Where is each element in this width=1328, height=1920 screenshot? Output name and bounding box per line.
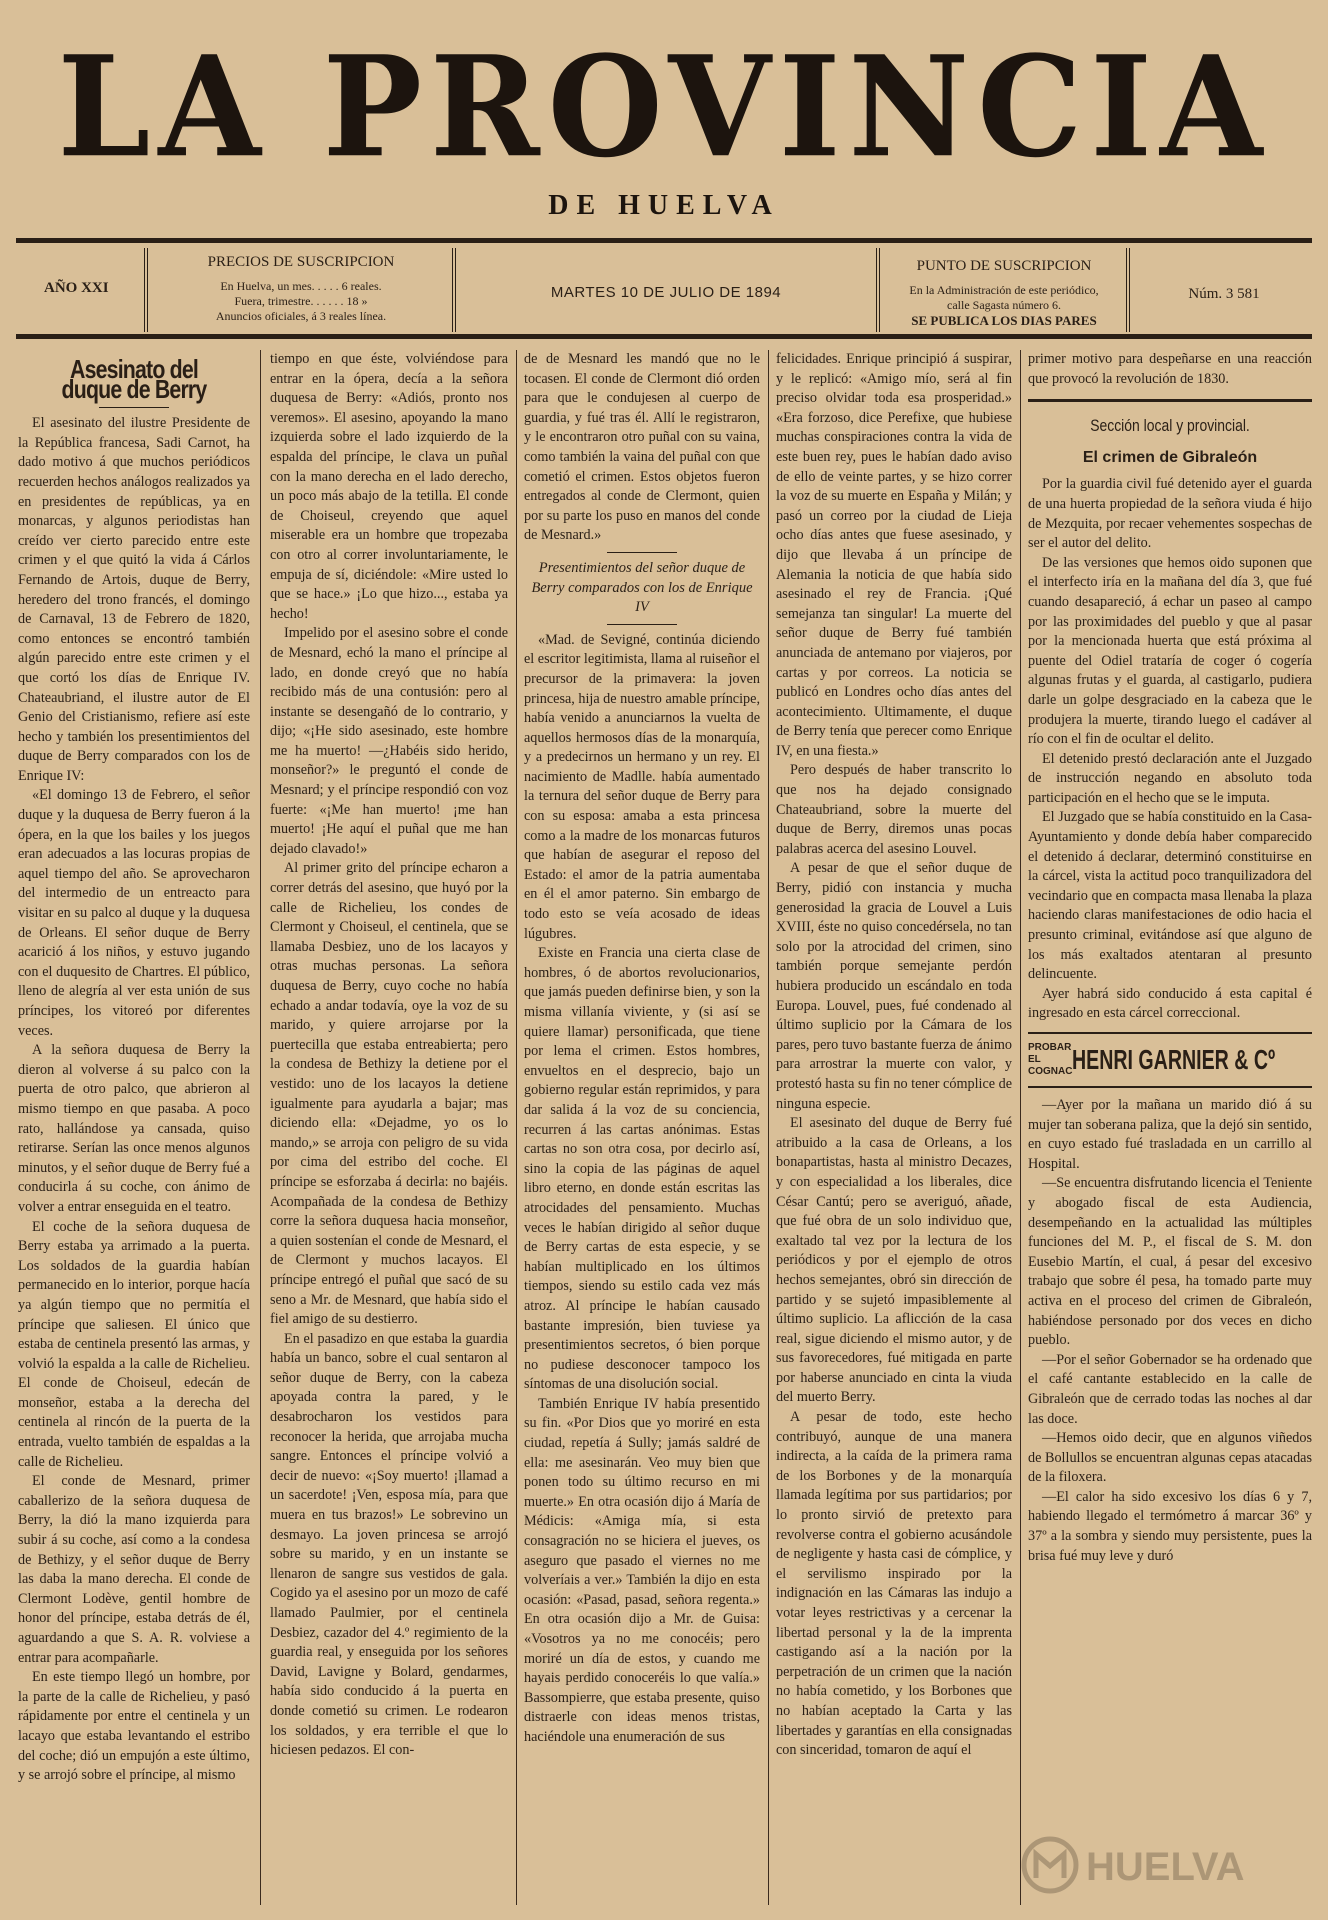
paragraph: Al primer grito del príncipe echaron a correr detrás del asesino, que huyó por la calle de Richelieu, los condes de Clermont y Choiseul, el centinela, que se llamaba Desbiez, uno de los lacayos y otras muchas personas. La señora duquesa de Berry, cuyo coche no había echado a andar todavía, oye la voz de su marido, y quiere arrojarse por la puertecilla que estaba entreabierta; pero la condesa de Bethizy la detiene por el vestido: uno de los lacayos la detiene igualmente para ayudarla a bajar; mas diciendo ella: «Dejadme, yo os lo mando,» se arroja con peligro de su vida por cima del estribo del coche. El príncipe se esforzaba á decirla: no bajéis. Acompañada de la condesa de Bethizy corre la señora duquesa hacia monseñor, a quien sostenían el conde de Mesnard, el de Clermont y muchos lacayos. El príncipe entregó el puñal que sacó de su seno a Mr. de Mesnard, que había sido el fiel amigo de su destierro. (270, 860, 508, 1328)
year-label: AÑO XXI (44, 280, 109, 296)
issue-date: MARTES 10 DE JULIO DE 1894 (550, 284, 782, 301)
watermark-text: HUELVA (1086, 1845, 1245, 1889)
masthead-title: LA PROVINCIA (57, 26, 1271, 189)
paragraph: «El domingo 13 de Febrero, el señor duque y la duquesa de Berry fueron á la ópera, en la que los bailes y los juegos eran adecuados a las locuras propias de aquel tiempo del año. Se aprovecharon del intermedio de un entreacto para visitar en su palco al duque y la duquesa de Orleans. El señor duque de Berry acarició á los niños, y estuvo jugando con el duquesito de Chartres. El público, lleno de alegría al ver esta unión de sus príncipes, los vitoreó por diferentes veces. (18, 787, 250, 1039)
column-divider (768, 350, 769, 1905)
paragraph: El asesinato del ilustre Presidente de la República francesa, Sadi Carnot, ha dado motivo á que muchos periódicos recuerden hechos análogos realizados ya en presidentes de repúblicas, ya en monarcas, y algunos periodistas han creído ver cierto parecido entre este crimen y el que quitó la vida á Cárlos Fernando de Artois, duque de Berry, heredero del trono francés, el domingo de Carnaval, 13 de Febrero de 1820, como entonces se encontró también algún parecido entre este crimen y el que cortó los días de Enrique IV. Chateaubriand, el ilustre autor de El Genio del Cristianismo, refiere así este hecho y también los presentimientos del duque de Berry comparados con los de Enrique IV: (18, 415, 250, 784)
paragraph: primer motivo para despeñarse en una reacción que provocó la revolución de 1830. (1028, 351, 1312, 387)
paragraph: En este tiempo llegó un hombre, por la parte de la calle de Richelieu, y pasó rápidamente por entre el centinela y un lacayo que estaba levantando el estribo del coche; dió un empujón a este último, y se arrojó sobre el príncipe, al mismo (18, 1669, 250, 1784)
column-divider (260, 350, 261, 1905)
column-2 (270, 350, 508, 1910)
paragraph: —Ayer por la mañana un marido dió á su mujer tan soberana paliza, que la dejó sin sentido, en cuyo estado fué trasladada en un carrillo al Hospital. (1028, 1097, 1312, 1172)
paragraph: El conde de Mesnard, primer caballerizo de la señora duquesa de Berry, la dió la mano izquierda para subir á su coche, así como a la condesa de Bethizy, y el señor duque de Berry las daba la mano derecha. El conde de Clermont Lodève, gentil hombre de honor del príncipe, estaba detrás de él, aguardando a que S. A. R. volviese a entrar para acompañarle. (18, 1473, 250, 1666)
paragraph: de de Mesnard les mandó que no le tocasen. El conde de Clermont dió orden para que le condujesen al cuerpo de guardia, y fué tras él. Allí le registraron, y le encontraron otro puñal con su vaina, como también la vaina del puñal con que cometió el crimen. Estos objetos fueron entregados al conde de Clermont, quien por su parte los puso en manos del conde de Mesnard.» (524, 351, 760, 544)
advertisement (1028, 1032, 1312, 1088)
paragraph: felicidades. Enrique principió á suspirar, y le replicó: «Amigo mío, será al fin preciso olvidar toda esa prosperidad.» «Era forzoso, dice Perefixe, que hubiese muchas conspiraciones contra la vida de este buen rey, pues le habían dado aviso de ello de veinte partes, y se hizo correr la voz de su muerte en España y Milán; y pasó un correo por la ciudad de Lieja ocho días antes que fuese asesinado, y dijo que llevaba á un príncipe de Alemania la noticia de que había sido asesinado el rey de Francia. ¡Qué semejanza tan singular! La muerte del señor duque de Berry fué también anunciada de antemano por viajeros, por cartas y por correos. La noticia se publicó en Londres ocho días antes del acontecimiento. Ultimamente, el duque de Berry tenía que perecer como Enrique IV, en una fiesta.» (776, 351, 1012, 759)
issue-number: Núm. 3 581 (1188, 286, 1260, 302)
prices-line: En Huelva, un mes. . . . . 6 reales. (220, 279, 382, 293)
paragraph: De las versiones que hemos oido suponen que el interfecto iría en la mañana del día 3, que fué cuando desapareció, á echar un paseo al campo por las proximidades del pueblo y que al pasar por la mencionada huerta que está próxima al puente del Odiel trataría de coger ó cogería algunas frutas y el guarda, al castigarlo, pudiera darle un golpe desgraciado en la cabeza que le produjera la muerte, tirando luego el cadáver al río con el fin de ocultar el delito. (1028, 554, 1312, 748)
paragraph: El asesinato del duque de Berry fué atribuido a la casa de Orleans, a los bonapartistas, hasta al ministro Decazes, y con especialidad a los liberales, dice César Cantú; pero se averiguó, añade, que fué obra de un solo individuo que, exaltado tal vez por la lectura de los periódicos y por el ejemplo de otros hechos semejantes, obró sin dirección de partido y se sujetó impasiblemente al último suplicio. La aflicción de la casa real, sigue diciendo el mismo autor, y de sus favorecedores, fué mitigada en parte por haberse anunciado en cinta la viuda del muerto Berry. (776, 1115, 1012, 1406)
divider (1028, 399, 1312, 402)
article-title: El crimen de Gibraleón (1082, 448, 1258, 466)
prices-line: Anuncios oficiales, á 3 reales línea. (215, 309, 387, 323)
paragraph: —Por el señor Gobernador se ha ordenado que el café cantante establecido en la calle de Gibraleón que de cerrado todas las noches al dar las doce. (1028, 1351, 1312, 1427)
ad-brand: HENRI GARNIER & Cº (1072, 1044, 1276, 1076)
paragraph: —Hemos oido decir, que en algunos viñedos de Bollullos se encuentran algunas cepas atacadas de la filoxera. (1028, 1430, 1312, 1486)
info-bottom-rule (16, 334, 1312, 339)
divider (144, 248, 148, 332)
point-line: En la Administración de este periódico, (909, 283, 1099, 297)
divider (607, 624, 677, 625)
column-3 (524, 350, 760, 1910)
column-1 (18, 350, 250, 1910)
divider (876, 248, 880, 332)
column-4 (776, 350, 1012, 1910)
paragraph: En el pasadizo en que estaba la guardia había un banco, sobre el cual sentaron al señor duque de Berry, con la cabeza apoyada contra la pared, y le desabrocharon los vestidos para reconocer la herida, que arrojaba mucha sangre. Entonces el príncipe volvió a decir de nuevo: «¡Soy muerto! ¡llamad a un sacerdote! ¡Ven, esposa mía, para que muera en tus brazos!» Le sobrevino un desmayo. La joven princesa se arrojó sobre su marido, y en un instante se llenaron de sangre sus vestidos de gala. Cogido ya el asesino por un mozo de café llamado Paulmier, por el centinela Desbiez, cazador del 4.º regimiento de la guardia real, y enseguida por los señores David, Lavigne y Bolard, gendarmes, había sido conducido á la puerta en donde cometió su crimen. Le rodearon los soldados, y era terrible el que lo hiciesen pedazos. El con- (270, 1330, 508, 1759)
ad-label-line: PROBAR (1028, 1042, 1072, 1053)
column-5 (1028, 350, 1312, 1910)
paragraph: tiempo en que éste, volviéndose para entrar en la ópera, decía a la señora duquesa de Berry: «Adiós, pronto nos veremos». El asesino, apoyando la mano izquierda sobre el lado izquierdo de la espalda del príncipe, le clava un puñal con la mano derecha en el lado derecho, un poco más abajo de la tetilla. El conde de Choiseul, creyendo que aquel miserable era un hombre que tropezaba con otro al correr involuntariamente, le empuja de sí, diciéndole: «Mire usted lo que se hace.» ¡Lo que hizo..., estaba ya hecho! (270, 351, 508, 622)
divider (99, 407, 169, 408)
article-headline: Asesinato del duque de Berry (61, 354, 207, 404)
paragraph: A la señora duquesa de Berry la dieron al volverse á su palco con la puerta de otro palco, que abrieron al mismo tiempo en que pasaba. A poco rato, hallándose ya cansada, quiso retirarse. Serían las once menos algunos minutos, y el señor duque de Berry fué a conducirla á su coche, con ánimo de volver a entrar enseguida en el teatro. (18, 1042, 250, 1215)
prices-box (156, 248, 446, 332)
point-line: SE PUBLICA LOS DIAS PARES (911, 313, 1097, 328)
paragraph: El detenido prestó declaración ante el Juzgado de instrucción negando en absoluto toda participación en el hecho que se le imputa. (1028, 750, 1312, 806)
paragraph: —El calor ha sido excesivo los días 6 y 7, habiendo llegado el termómetro á marcar 36º y 37º a la sombra y siendo muy persistente, pues la brisa fué muy leve y duró (1028, 1488, 1312, 1564)
subscription-point-box (884, 248, 1124, 332)
divider (452, 248, 456, 332)
point-title: PUNTO DE SUSCRIPCION (916, 258, 1092, 274)
masthead-subtitle: DE HUELVA (548, 190, 780, 221)
paragraph: —Se encuentra disfrutando licencia el Teniente y abogado fiscal de esta Audiencia, desempeñando en la actualidad las múltiples funciones del M. P., el fiscal de S. M. don Eusebio Martín, el cual, á pesar del excesivo trabajo que sobre él pesa, ha tomado parte muy activa en el proceso del crimen de Gibraleón, habiéndose personado por dos veces en dicho pueblo. (1028, 1175, 1312, 1349)
divider (1126, 248, 1130, 332)
paragraph: Impelido por el asesino sobre el conde de Mesnard, echó la mano el príncipe al lado, en donde creyó que no había recibido más de una contusión: pero al instante se desengañó de lo contrario, y dijo; «¡He sido asesinado, este hombre me ha muerto! —¿Habéis sido herido, monseñor?» le preguntó el conde de Mesnard; y el príncipe respondió con voz fuerte: «¡Me han muerto! ¡me han muerto! ¡He aquí el puñal que me han dejado clavado!» (270, 625, 508, 857)
paragraph: Por la guardia civil fué detenido ayer el guarda de una huerta propiedad de la señora viuda é hijo de Mezquita, por recaer vehementes sospechas de ser el autor del delito. (1028, 476, 1312, 552)
paragraph: A pesar de todo, este hecho contribuyó, aunque de una manera indirecta, a la caída de la primera rama de los Borbones y de la monarquía llamada legítima por sus partidarios; por lo pronto sirvió de pretexto para revolverse contra el gobierno acusándole de negligente y hasta casi de cómplice, y el servilismo inspirado por la indignación en las Cámaras las indujo a votar leyes restrictivas y a cercenar la libertad personal y la de la imprenta castigando así a la nación por la perpetración de un crimen que la nación no había cometido, y los Borbones que no habían aceptado la Carta y las libertades y garantías en ella consignadas con sinceridad, tomaron de aquí el (776, 1409, 1012, 1759)
top-rule (16, 238, 1312, 243)
ad-label (1028, 1042, 1072, 1078)
paragraph: El Juzgado que se había constituido en la Casa-Ayuntamiento y donde debía haber comparecido el detenido á declarar, determinó constituirse en la cárcel, vista la actitud poco tranquilizadora del vecindario que en compacta masa llenaba la plaza haciendo claras manifestaciones de odio hacia el presunto criminal, evitándose así que alguno de los más exaltados atentaran al presunto delincuente. (1028, 809, 1312, 983)
divider (607, 552, 677, 553)
paragraph: También Enrique IV había presentido su fin. «Por Dios que yo moriré en esta ciudad, repetía á Sully; jamás saldré de ella: me asesinarán. Veo muy bien que ponen todo su último recurso en mi muerte.» En otra ocasión dijo á María de Médicis: «Amiga mía, si esta consagración no se hiciera el jueves, os aseguro que pasado el viernes no me volveríais a ver.» También la dijo en esta ocasión: «Pasad, pasad, señora regenta.» En otra ocasión dijo a Mr. de Guisa: «Vosotros ya no me conocéis; pero moriré un día de estos, y cuando me hayais perdido conoceréis lo que valía.» Bassompierre, que estaba presente, quiso distraerle con ideas menos tristas, haciéndole una enumeración de sus (524, 1395, 760, 1745)
ad-label-line: COGNAC (1028, 1066, 1073, 1077)
paragraph: A pesar de que el señor duque de Berry, pidió con instancia y mucha generosidad la gracia de Louvel a Luis XVIII, éste no quiso concedérsela, no tan solo por la atrocidad del crimen, sino también porque semejante perdón hubiera producido un escándalo en toda Europa. Louvel, pues, fué condenado al último suplicio por la Cámara de los pares, pero tuvo bastante fuerza de ánimo para arrostrar la muerte con valor, y protestó hasta su fin no tener cómplice de ninguna especie. (776, 860, 1012, 1112)
library-watermark-logo (1018, 1830, 1258, 1900)
prices-title: PRECIOS DE SUSCRIPCION (207, 254, 395, 270)
paragraph: Existe en Francia una cierta clase de hombres, ó de abortos revolucionarios, que jamás pueden definirse bien, y son la misma villanía viviente, y (si así se quiere llamar) personificada, que tiene por lema el crimen. Estos hombres, envueltos en el desprecio, bajo un gobierno regular están reprimidos, y para dar salida á la voz de su conciencia, recurren á las cartas anónimas. Estas cartas no son otra cosa, por decirlo así, sino la copia de las páginas de aquel libro eterno, en donde están escritas las atrocidades del pensamiento. Muchas veces le habían dirigido al señor duque de Berry cartas de esta especie, y se habían multiplicado en los últimos tiempos, siendo su estilo cada vez más atroz. Al príncipe le habían causado bastante impresión, bien tuviese ya presentimientos secretos, ó bien porque no pudiese desconocer tampoco los síntomas de una disolución social. (524, 945, 760, 1393)
paragraph: Ayer habrá sido conducido á esta capital é ingresado en esta cárcel correccional. (1028, 985, 1312, 1022)
column-divider (516, 350, 517, 1905)
section-title: Sección local y provincial. (1090, 416, 1250, 436)
paragraph: Pero después de haber transcrito lo que nos ha dejado consignado Chateaubriand, sobre la muerte del duque de Berry, diremos unas pocas palabras acerca del asesino Louvel. (776, 762, 1012, 857)
prices-line: Fuera, trimestre. . . . . . 18 » (234, 294, 368, 308)
paragraph: El coche de la señora duquesa de Berry estaba ya arrimado a la puerta. Los soldados de la guardia habían permanecido en lo interior, porque hacía ya algún tiempo que no permitía el príncipe que saliesen. El único que estaba de centinela presentó las armas, y volvió la espalda a la calle de Richelieu. El conde de Choiseul, edecán de monseñor, estaba a la derecha del centinela al rincón de la puerta de la entrada, vuelto también de espaldas a la calle de Richelieu. (18, 1218, 250, 1470)
subheading: Presentimientos del señor duque de Berry comparados con los de Enrique IV (531, 559, 753, 616)
paragraph: «Mad. de Sevigné, continúa diciendo el escritor legitimista, llama al ruiseñor el precursor de la primavera: la joven princesa, hija de nuestro amable príncipe, había venido a anunciarnos la vuelta de aquellos hermosos días de la monarquía, y a predecirnos un hermano y un rey. El nacimiento de Madlle. había aumentado la ternura del señor duque de Berry para con su esposa: amaba a esta princesa como a la madre de los monarcas futuros que habían de asegurar el reposo del Estado: el amor de la patria aumentaba en él el amor paterno. Sin embargo de todo esto se veía acosado de ideas lúgubres. (524, 631, 760, 942)
ad-label-line: EL (1028, 1054, 1041, 1065)
point-line: calle Sagasta número 6. (947, 298, 1061, 312)
column-divider (1020, 350, 1021, 1905)
info-bar (16, 248, 1312, 332)
